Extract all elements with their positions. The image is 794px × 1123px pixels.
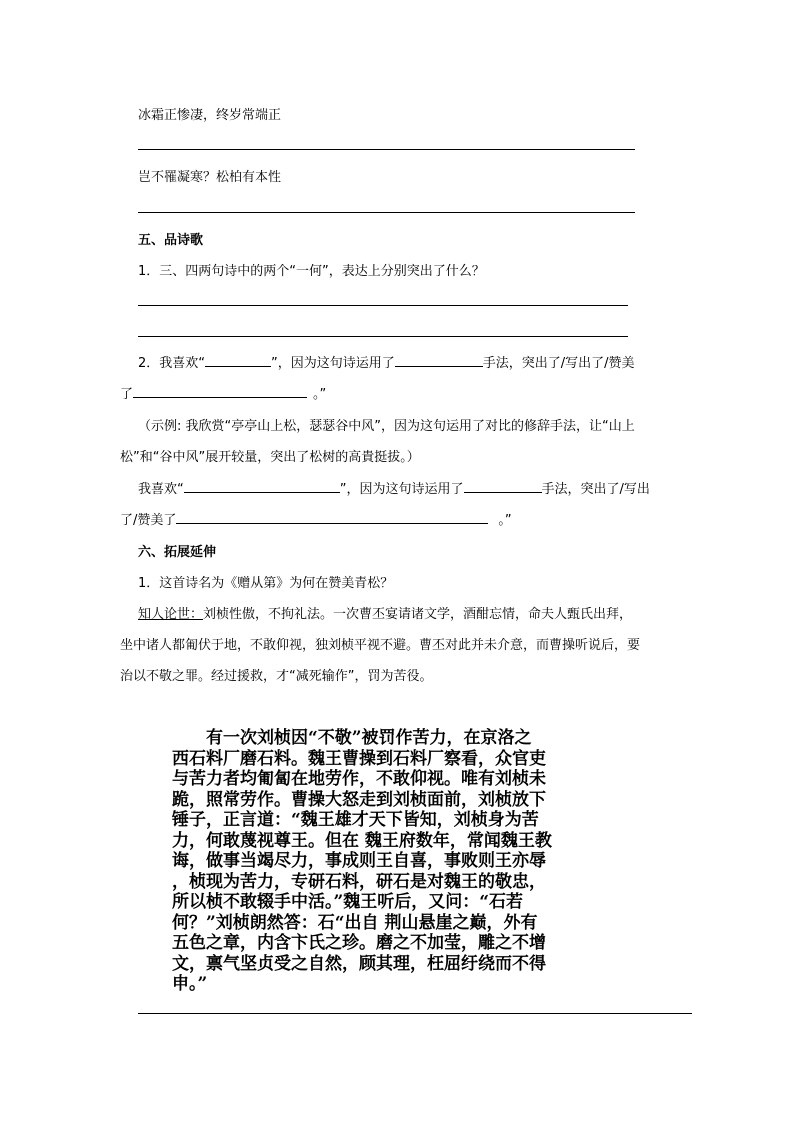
section-heading-5: 五、品诗歌: [138, 233, 204, 248]
story-line: ，桢现为苦力，专研石料，研石是对魏王的敬忠，: [172, 871, 546, 892]
fill-text: ”，因为这句诗运用了: [339, 482, 464, 497]
q2-text: 2．我喜欢“: [138, 356, 206, 371]
answer-line[interactable]: [138, 212, 635, 213]
background-text: 刘桢性傲，不拘礼法。一次曹丕宴请诸文学，酒酣忘情，命夫人甄氏出拜，: [203, 607, 633, 622]
answer-line[interactable]: [138, 1013, 692, 1014]
question-5-2: [138, 352, 635, 371]
answer-line[interactable]: [138, 336, 628, 337]
fill-text: 了/赞美了: [120, 513, 177, 528]
verse-line-1: 冰霜正惨凄，终岁常端正: [138, 108, 282, 123]
background-line-3: 治以不敬之罪。经过援救，才“减死输作”，罚为苦役。: [120, 669, 433, 684]
blank-technique[interactable]: [395, 352, 483, 367]
story-line: 五色之章，内含卞氏之珍。磨之不加莹，雕之不增: [172, 933, 546, 953]
example-line-1: （示例: 我欣赏“亭亭山上松，瑟瑟谷中风”，因为这句运用了对比的修辞手法，让“山上: [138, 419, 635, 434]
question-5-2-cont: [120, 383, 326, 402]
q2-text: 。”: [313, 387, 327, 402]
fill-text: 。”: [498, 513, 512, 528]
fill-sentence: [138, 478, 650, 497]
background-line-2: 坐中诸人都匍伏于地，不敢仰视，独刘桢平视不避。曹丕对此并未介意，而曹操听说后，要: [120, 638, 641, 653]
story-line: 有一次刘桢因“不敬”被罚作苦力，在京洛之: [172, 728, 532, 748]
story-line: 与苦力者均匍匐在地劳作，不敢仰视。唯有刘桢未: [172, 769, 546, 789]
story-line: 力，何敢蔑视尊王。但在 魏王府数年，常闻魏王教: [172, 830, 552, 851]
fill-text: 手法，突出了/写出: [541, 482, 650, 497]
answer-line[interactable]: [138, 305, 628, 306]
q2-text: 手法，突出了/写出了/赞美: [482, 356, 635, 371]
blank-poem-line[interactable]: [184, 478, 340, 493]
blank-poem-line[interactable]: [205, 352, 271, 367]
background-line-1: [138, 603, 632, 622]
story-line: 文，禀气坚贞受之自然，顾其理，枉屈纡绕而不得: [172, 953, 546, 974]
section-heading-6: 六、拓展延伸: [138, 545, 217, 560]
fill-sentence-cont: [120, 509, 512, 528]
background-label: 知人论世：: [138, 607, 204, 622]
question-5-1: 1．三、四两句诗中的两个“一何”，表达上分别突出了什么？: [138, 264, 485, 279]
story-line: 所以桢不敢辍手中活。”魏王听后，又问：“石若: [172, 892, 524, 912]
story-line: 诲，做事当竭尽力，事成则王自喜，事败则王亦辱: [172, 851, 546, 871]
blank-effect[interactable]: [176, 509, 488, 524]
story-passage: [172, 728, 692, 995]
story-line: 西石料厂磨石料。魏王曹操到石料厂察看，众官吏: [172, 748, 546, 769]
answer-line[interactable]: [138, 149, 635, 150]
blank-effect[interactable]: [133, 383, 307, 398]
example-line-2: 松”和“谷中风”展开较量，突出了松树的高貴挺拔。）: [120, 450, 420, 465]
verse-line-2: 岂不罹凝寒？松柏有本性: [138, 170, 282, 185]
question-6-1: 1．这首诗名为《赠从第》为何在赞美青松？: [138, 576, 394, 591]
q2-text: ”，因为这句诗运用了: [271, 356, 395, 371]
fill-text: 我喜欢“: [138, 482, 184, 497]
story-line: 锤子，正言道：“魏王雄才天下皆知，刘桢身为苦: [172, 810, 539, 830]
story-line: 跪，照常劳作。曹操大怒走到刘桢面前，刘桢放下: [172, 789, 546, 810]
story-line: 何？”刘桢朗然答：石“出自 荆山悬崖之巅，外有: [172, 912, 538, 933]
story-line: 申。”: [172, 974, 208, 994]
blank-technique[interactable]: [464, 478, 542, 493]
q2-text: 了: [120, 387, 134, 402]
